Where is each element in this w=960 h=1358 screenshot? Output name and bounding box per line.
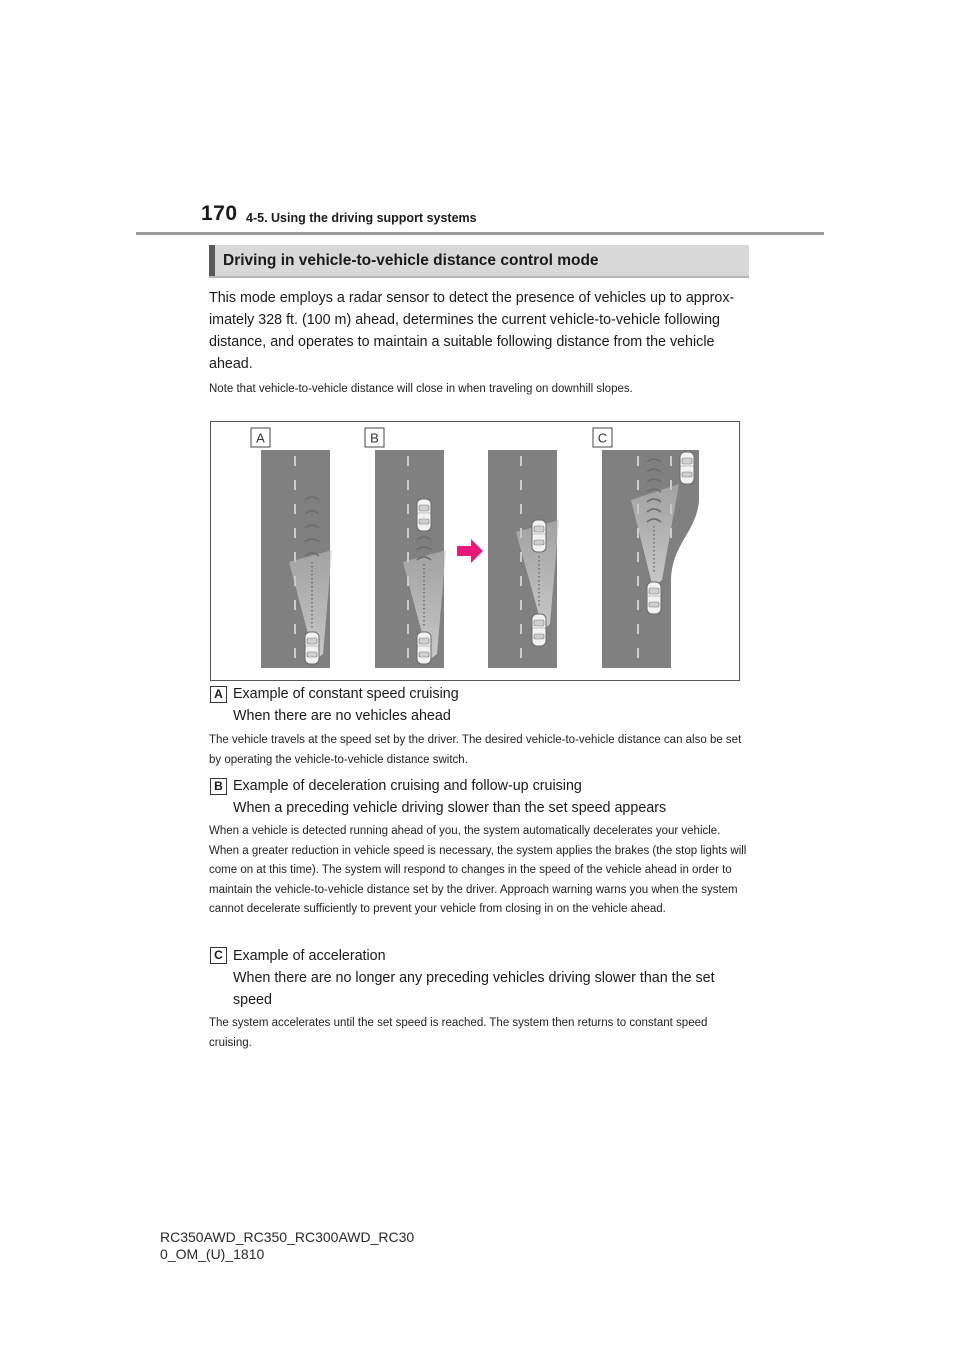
footer-doc-code	[160, 1229, 414, 1263]
road-a	[261, 450, 332, 668]
item-c-title: Example of acceleration	[233, 948, 386, 964]
label-a-box	[251, 428, 270, 447]
subsection-accent	[209, 245, 215, 276]
item-b-subtitle: When a preceding vehicle driving slower than the set speed appears	[233, 800, 667, 816]
road-b	[375, 450, 446, 668]
item-b-title: Example of deceleration cruising and follow-up cruising	[233, 778, 582, 794]
item-a-letter: A	[210, 686, 227, 703]
illustration-frame	[210, 421, 740, 681]
footer-code-line1: RC350AWD_RC350_RC300AWD_RC30	[160, 1229, 415, 1245]
intro-paragraph: This mode employs a radar sensor to detect the presence of vehicles up to approx-imately 328 ft. (100 m) ahead, determines the current vehicle-to-vehicle following distance, and operates to maintain a suitable following distance from the vehicle ahead.	[209, 290, 735, 372]
intro-note: Note that vehicle-to-vehicle distance will close in when traveling on downhill slopes.	[209, 383, 633, 395]
item-a-title: Example of constant speed cruising	[233, 686, 459, 702]
footer-code-line2: 0_OM_(U)_1810	[160, 1246, 265, 1262]
road-b-following	[488, 450, 559, 668]
header-rule	[136, 232, 824, 235]
label-b-box	[365, 428, 384, 447]
label-a: A	[256, 430, 265, 446]
item-b-description: When a vehicle is detected running ahead of you, the system automatically decelerates your vehicle. When a greater reduction in vehicle speed is necessary, the system applies the brakes (the stop lights will come on at this time). The system will respond to changes in the speed of the vehicle ahead in order to maintain the vehicle-to-vehicle distance set by the driver. Approach warning warns you when the system cannot decelerate sufficiently to prevent your vehicle from closing in on the vehicle ahead.	[209, 825, 747, 915]
road-c	[602, 450, 699, 668]
page-number: 170	[201, 202, 238, 225]
transition-arrow	[457, 539, 483, 563]
item-a-description: The vehicle travels at the speed set by the driver. The desired vehicle-to-vehicle distance can also be set by operating the vehicle-to-vehicle distance switch.	[209, 734, 742, 766]
label-c-box	[593, 428, 612, 447]
item-c-subtitle: When there are no longer any preceding vehicles driving slower than the set speed	[233, 970, 715, 1008]
item-c-letter: C	[210, 947, 227, 964]
label-c: C	[597, 430, 608, 446]
item-c-description: The system accelerates until the set speed is reached. The system then returns to constant speed cruising.	[209, 1017, 708, 1049]
subsection-title: Driving in vehicle-to-vehicle distance control mode	[223, 252, 599, 269]
item-b-letter: B	[210, 778, 227, 795]
section-title: 4-5. Using the driving support systems	[246, 211, 477, 225]
item-a-subtitle: When there are no vehicles ahead	[233, 708, 451, 724]
subsection-header	[209, 245, 749, 278]
label-b: B	[370, 430, 379, 446]
radar-cruise-illustration	[211, 422, 741, 682]
